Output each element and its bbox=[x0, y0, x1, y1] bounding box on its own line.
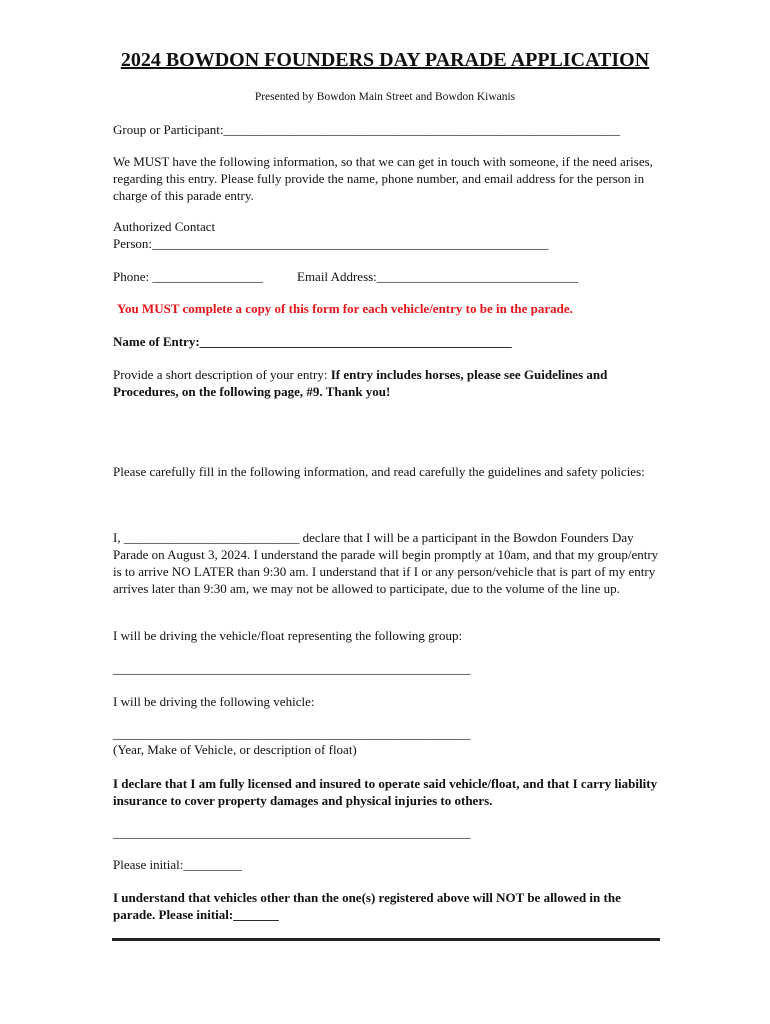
vehicle-hint: (Year, Make of Vehicle, or description of float) bbox=[113, 742, 357, 757]
bottom-divider bbox=[112, 938, 660, 941]
contact-label: Authorized Contact bbox=[113, 219, 216, 234]
subtitle: Presented by Bowdon Main Street and Bowdon Kiwanis bbox=[254, 91, 516, 103]
description-prompt bbox=[113, 366, 661, 400]
page-title: 2024 BOWDON FOUNDERS DAY PARADE APPLICATION bbox=[120, 49, 650, 71]
group-participant-field[interactable]: Group or Participant:_____________________________________________________________ bbox=[113, 122, 620, 137]
description-label: Provide a short description of your entry: bbox=[113, 367, 331, 382]
declaration-paragraph: I, ___________________________ declare that I will be a participant in the Bowdon Founders Day Parade on August 3, 2024. I understand the parade will begin promptly at 10am, and that my group/entry is to arrive NO LATER than 9:30 am. I understand that if I or any person/vehicle that is part of my entry arrives later than 9:30 am, we may not be allowed to participate, due to the volume of the line up. bbox=[113, 530, 659, 596]
contact-person-field[interactable]: Person:_____________________________________________________________ bbox=[113, 236, 549, 251]
warning-text: You MUST complete a copy of this form for each vehicle/entry to be in the parade. bbox=[117, 301, 573, 316]
vehicles-notice: I understand that vehicles other than the one(s) registered above will NOT be allowed in the parade. Please initial:_______ bbox=[113, 890, 621, 922]
license-declaration: I declare that I am fully licensed and insured to operate said vehicle/float, and that I carry liability insurance to cover property damages and physical injuries to others. bbox=[113, 776, 658, 808]
info-paragraph: We MUST have the following information, so that we can get in touch with someone, if the need arises, regarding this entry. Please fully provide the name, phone number, and email address for the person in charge of this parade entry. bbox=[113, 154, 653, 203]
initial-field[interactable]: Please initial:_________ bbox=[113, 857, 242, 872]
signature-field[interactable]: _______________________________________________________ bbox=[113, 825, 471, 840]
driving-group-label: I will be driving the vehicle/float representing the following group: bbox=[113, 628, 463, 643]
vehicle-field[interactable]: _______________________________________________________ bbox=[113, 726, 471, 741]
careful-paragraph: Please carefully fill in the following information, and read carefully the guidelines and safety policies: bbox=[113, 464, 645, 479]
driving-vehicle-label: I will be driving the following vehicle: bbox=[113, 694, 315, 709]
horses-notice: If entry includes horses, please see Guidelines and Procedures, on the following page, #9. Thank you! bbox=[113, 367, 608, 399]
entry-name-field[interactable]: Name of Entry:________________________________________________ bbox=[113, 334, 512, 349]
group-name-field[interactable]: _______________________________________________________ bbox=[113, 661, 471, 676]
email-field[interactable]: Email Address:_______________________________ bbox=[297, 269, 579, 284]
phone-field[interactable]: Phone: _________________ bbox=[113, 269, 263, 284]
